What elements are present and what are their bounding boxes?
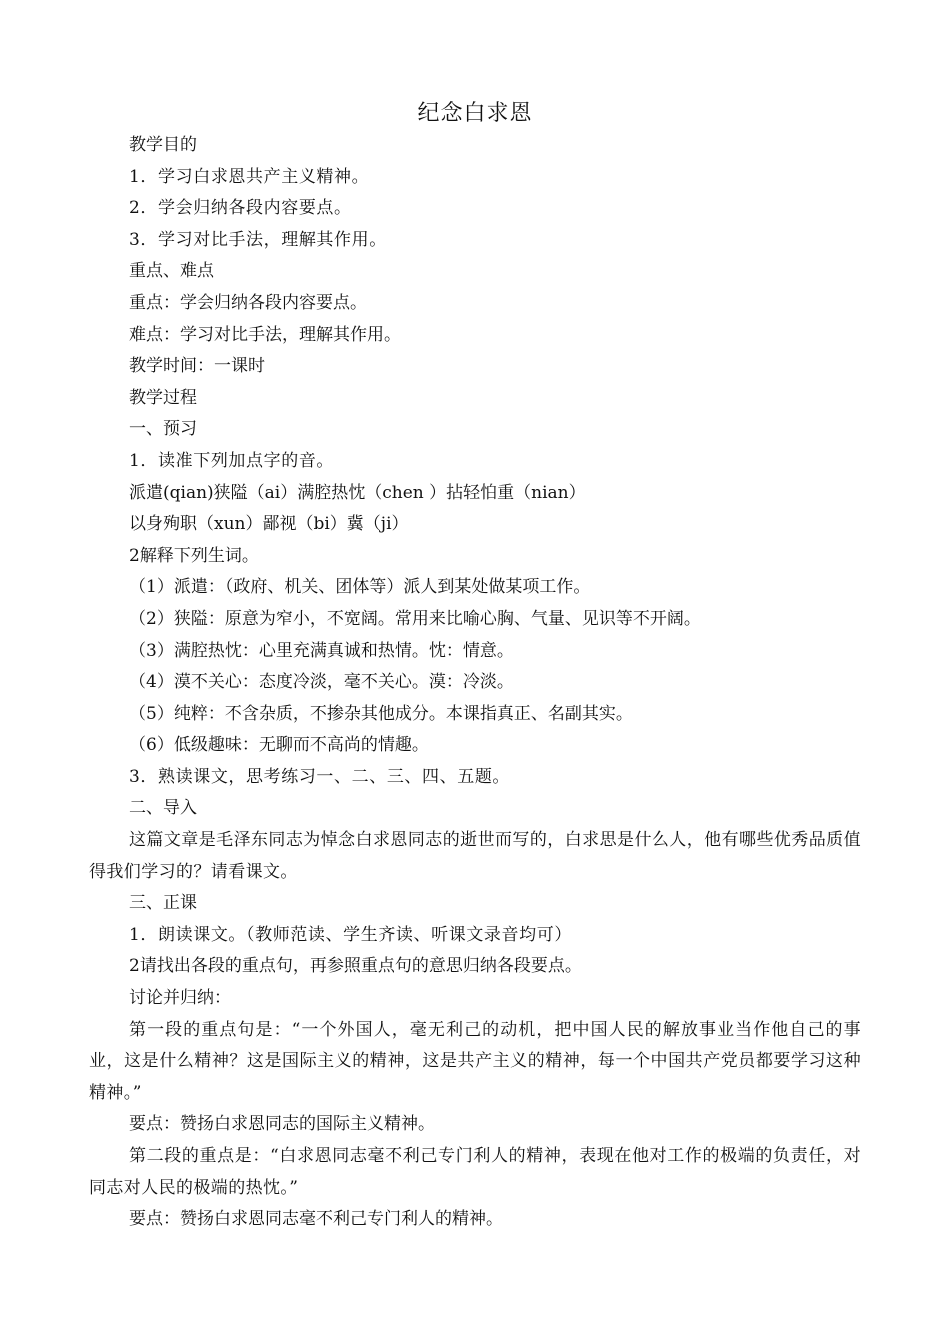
vocab-item-3: （3）满腔热忱：心里充满真诚和热情。忱：情意。 bbox=[129, 640, 514, 661]
goal-item-3: 3．学习对比手法，理解其作用。 bbox=[129, 229, 387, 250]
paragraph-1-summary: 要点：赞扬白求恩同志的国际主义精神。 bbox=[129, 1114, 435, 1135]
paragraph-1-key-sentence: 第一段的重点句是：“一个外国人，毫无利己的动机，把中国人民的解放事业当作他自己的事业，这是什么精神？这是国际主义的精神，这是共产主义的精神，每一个中国共产党员都要学习这种精神。” bbox=[89, 1019, 861, 1103]
section-main-lesson: 三、正课 bbox=[129, 893, 197, 914]
pronunciation-line-2: 以身殉职（xun）鄙视（bi）冀（ji） bbox=[129, 514, 409, 535]
preview-item-3: 3．熟读课文，思考练习一、二、三、四、五题。 bbox=[129, 766, 511, 787]
section-introduction: 二、导入 bbox=[129, 798, 197, 819]
goal-item-2: 2．学会归纳各段内容要点。 bbox=[129, 198, 352, 219]
heading-teaching-process: 教学过程 bbox=[129, 387, 197, 408]
document-title: 纪念白求恩 bbox=[417, 101, 533, 126]
discussion-label: 讨论并归纳： bbox=[129, 988, 231, 1009]
heading-key-points: 重点、难点 bbox=[129, 261, 214, 282]
vocab-item-2: （2）狭隘：原意为窄小，不宽阔。常用来比喻心胸、气量、见识等不开阔。 bbox=[129, 608, 701, 629]
goal-item-1: 1．学习白求恩共产主义精神。 bbox=[129, 166, 370, 187]
heading-teaching-goals: 教学目的 bbox=[129, 135, 197, 155]
teaching-time: 教学时间：一课时 bbox=[129, 356, 265, 377]
difficulty-text: 难点：学习对比手法，理解其作用。 bbox=[129, 324, 401, 345]
preview-item-1: 1．读准下列加点字的音。 bbox=[129, 450, 335, 471]
document-body bbox=[89, 130, 861, 1236]
paragraph-2-key-sentence: 第二段的重点是：“白求恩同志毫不利己专门利人的精神，表现在他对工作的极端的负责任，对同志对人民的极端的热忱。” bbox=[89, 1146, 861, 1198]
section-preview: 一、预习 bbox=[129, 419, 197, 440]
preview-item-2: 2解释下列生词。 bbox=[129, 545, 259, 566]
pronunciation-line-1: 派遣(qian)狭隘（ai）满腔热忱（chen ）拈轻怕重（nian） bbox=[129, 482, 586, 503]
key-point-text: 重点：学会归纳各段内容要点。 bbox=[129, 292, 367, 313]
vocab-item-5: （5）纯粹：不含杂质，不掺杂其他成分。本课指真正、名副其实。 bbox=[129, 703, 633, 724]
lesson-step-2: 2请找出各段的重点句，再参照重点句的意思归纳各段要点。 bbox=[129, 956, 582, 977]
vocab-item-4: （4）漠不关心：态度冷淡，毫不关心。漠：冷淡。 bbox=[129, 672, 514, 693]
vocab-item-6: （6）低级趣味：无聊而不高尚的情趣。 bbox=[129, 735, 429, 756]
vocab-item-1: （1）派遣：（政府、机关、团体等）派人到某处做某项工作。 bbox=[129, 577, 591, 598]
lesson-step-1: 1．朗读课文。（教师范读、学生齐读、听课文录音均可） bbox=[129, 924, 572, 945]
paragraph-2-summary: 要点：赞扬白求恩同志毫不利己专门利人的精神。 bbox=[129, 1209, 503, 1230]
introduction-paragraph: 这篇文章是毛泽东同志为悼念白求恩同志的逝世而写的，白求思是什么人，他有哪些优秀品质值得我们学习的？请看课文。 bbox=[89, 830, 861, 882]
